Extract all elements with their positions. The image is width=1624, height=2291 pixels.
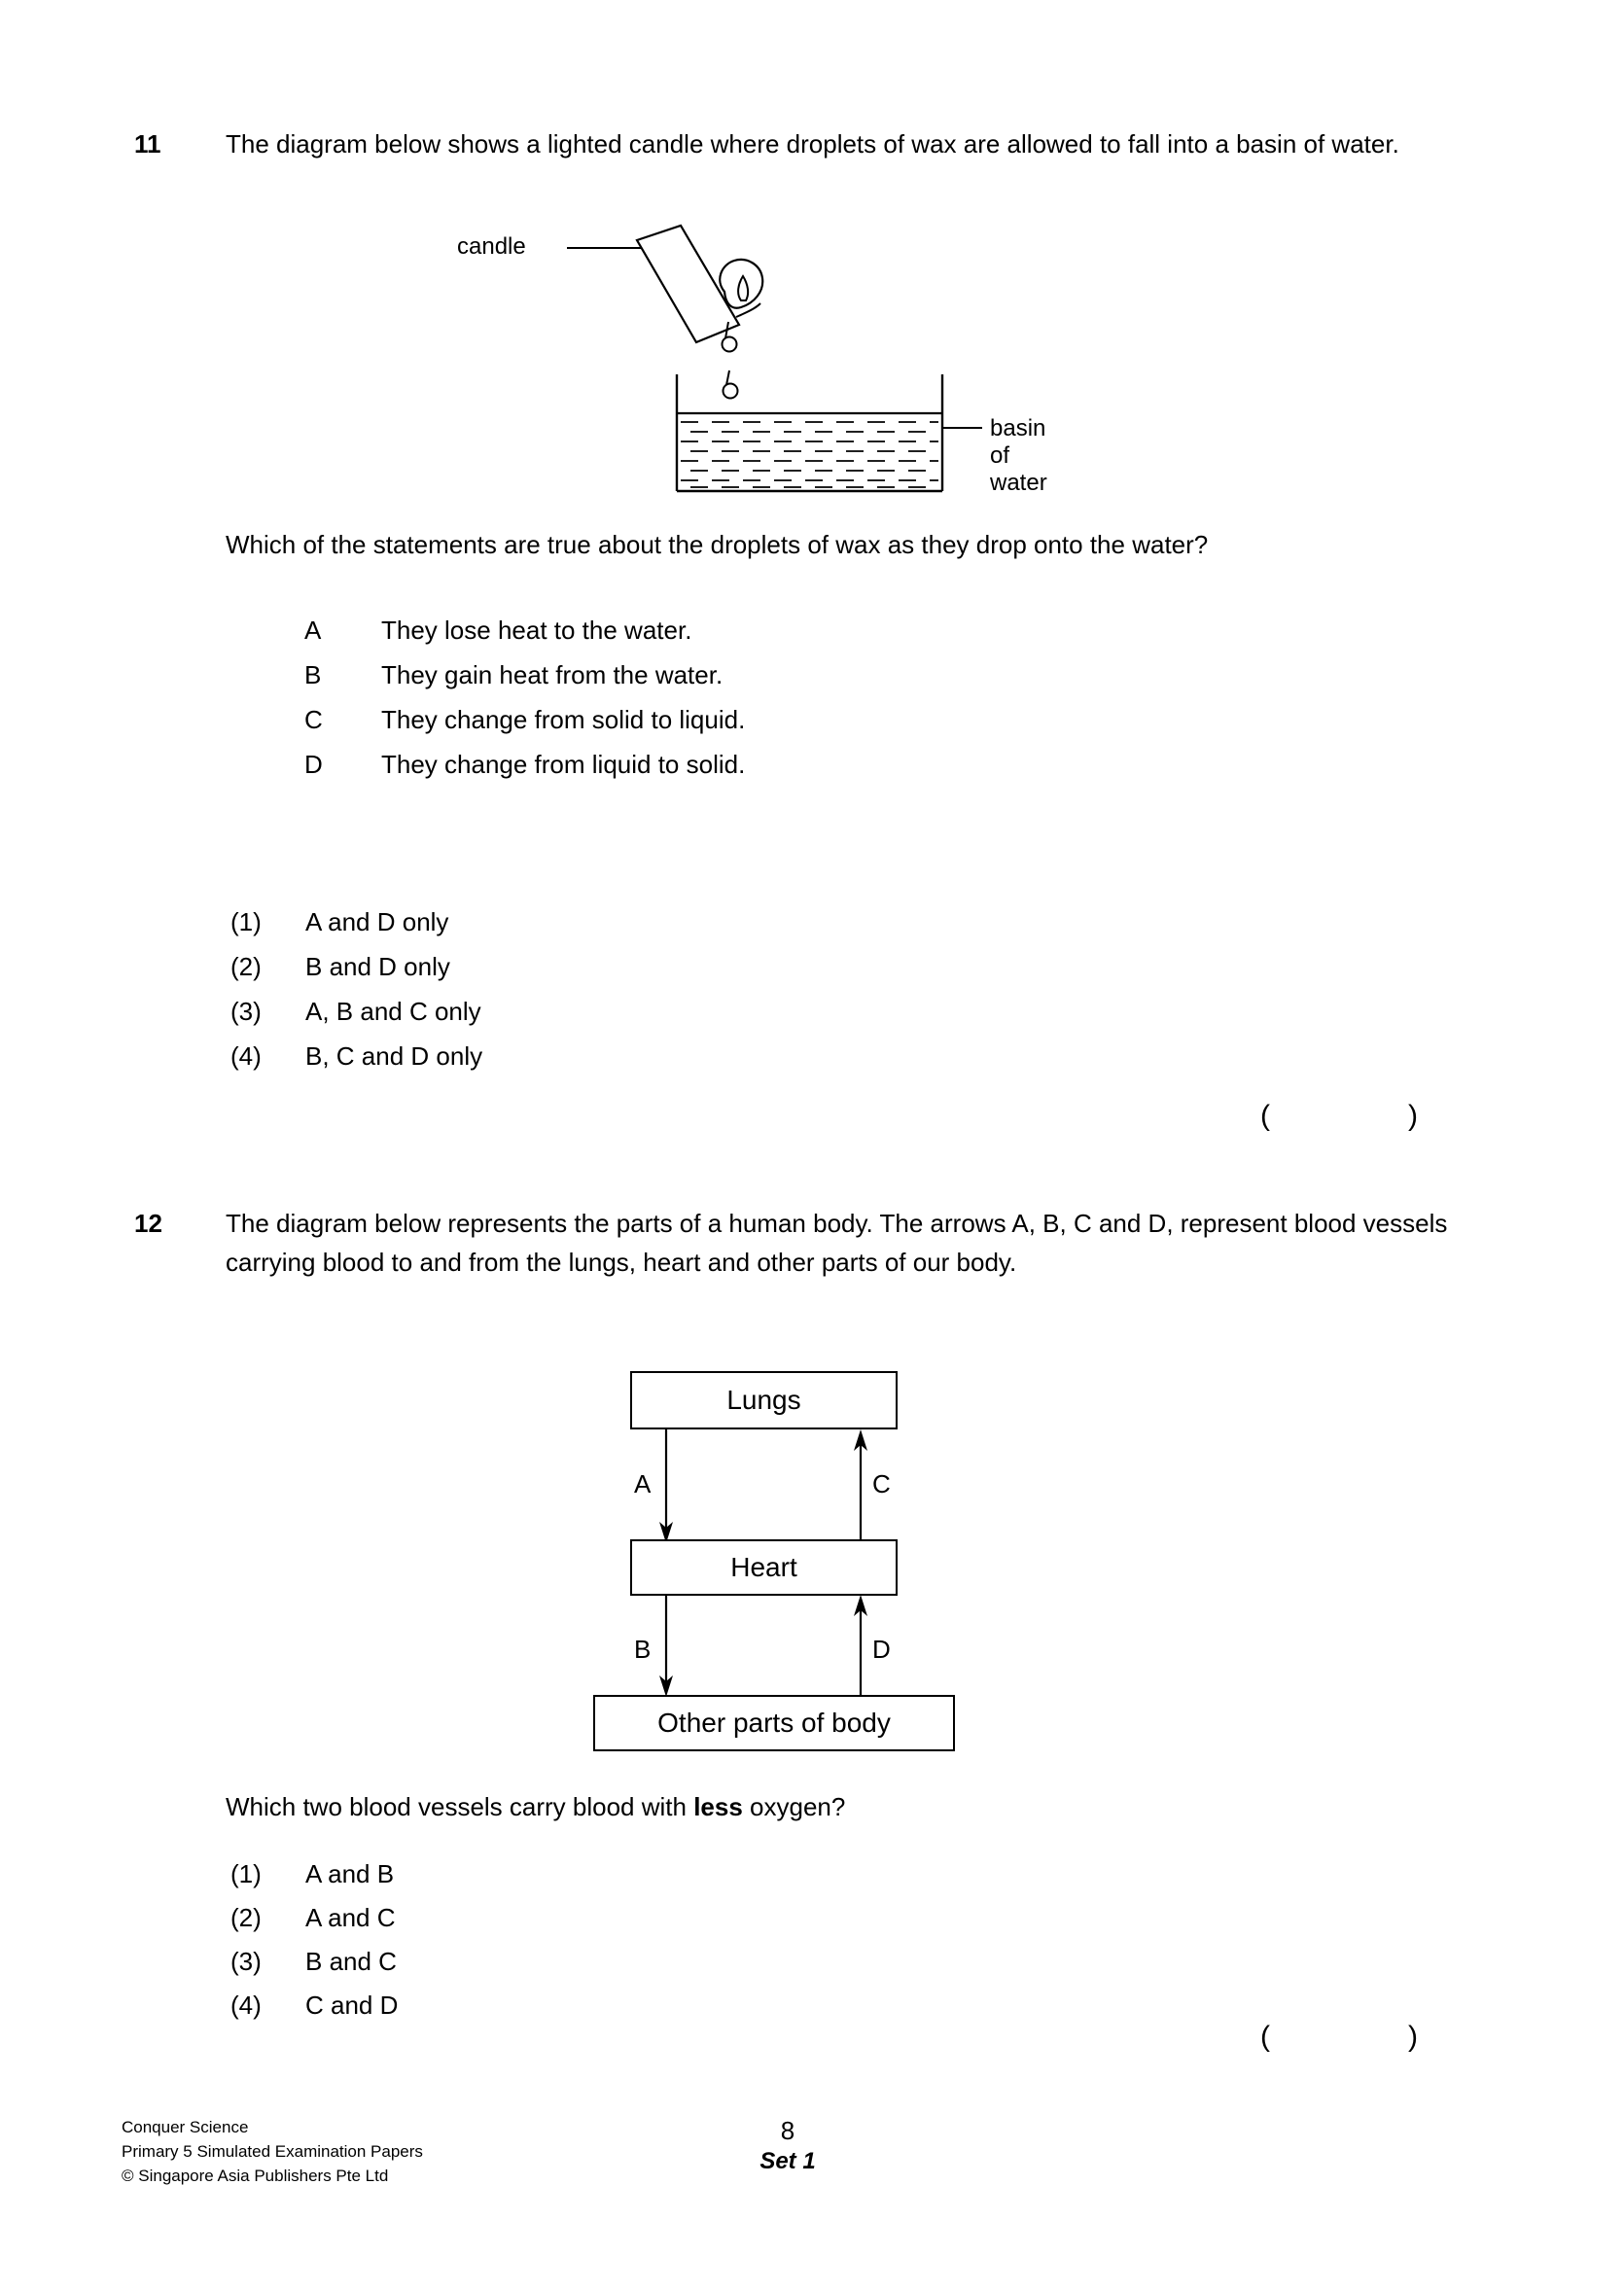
q12-answer-bracket-close: )	[1408, 2021, 1418, 2053]
statement-d	[304, 742, 1374, 787]
statement-c	[304, 697, 1374, 742]
flow-box-lungs-label: Lungs	[726, 1385, 801, 1415]
option-4-text: B, C and D only	[305, 1041, 483, 1071]
question-12-stem-row	[134, 1204, 1496, 1282]
flow-box-other-parts-label: Other parts of body	[657, 1708, 891, 1738]
question-12-answer-bracket[interactable]	[1260, 2023, 1435, 2062]
statement-c-letter: C	[304, 705, 323, 734]
question-12-prompt-row	[134, 1787, 1496, 1826]
q12-option-2-number: (2)	[230, 1903, 262, 1932]
basin-of-water-label: basin of water	[990, 415, 1047, 496]
q12-option-2-text: A and C	[305, 1903, 396, 1932]
statement-b-text: They gain heat from the water.	[381, 660, 724, 689]
question-12-number: 12	[134, 1209, 162, 1238]
statement-a	[304, 608, 1374, 652]
option-4-number: (4)	[230, 1041, 262, 1071]
statement-d-text: They change from liquid to solid.	[381, 750, 746, 779]
footer-page-info	[700, 2115, 875, 2177]
q12-option-2[interactable]	[230, 1896, 1300, 1940]
q12-option-1-number: (1)	[230, 1859, 262, 1888]
question-12-prompt-before: Which two blood vessels carry blood with	[226, 1792, 694, 1821]
option-2[interactable]	[230, 944, 1300, 989]
option-2-number: (2)	[230, 952, 262, 981]
question-12-stem: The diagram below represents the parts of a human body. The arrows A, B, C and D, represent blood vessels carrying blood to and from the lungs, heart and other parts of our body.	[226, 1209, 1448, 1277]
question-11-stem: The diagram below shows a lighted candle where droplets of wax are allowed to fall into a basin of water.	[226, 129, 1399, 159]
option-1-text: A and D only	[305, 907, 449, 936]
flow-box-other-parts-of-body	[593, 1695, 955, 1751]
question-11-answer-bracket[interactable]	[1260, 1102, 1435, 1141]
question-12	[134, 1204, 1496, 1282]
page-number: 8	[780, 2116, 795, 2145]
question-11-prompt-row	[134, 525, 1496, 564]
arrow-label-c: C	[872, 1469, 891, 1498]
arrow-label-a: A	[634, 1469, 652, 1498]
question-12-options	[230, 1852, 1300, 2027]
blood-circulation-flow-figure	[583, 1357, 992, 1765]
option-3-number: (3)	[230, 997, 262, 1026]
set-label: Set 1	[759, 2148, 816, 2174]
footer-line-copyright: © Singapore Asia Publishers Pte Ltd	[122, 2167, 389, 2185]
q12-option-3[interactable]	[230, 1940, 1300, 1984]
statement-d-letter: D	[304, 750, 323, 779]
statement-a-text: They lose heat to the water.	[381, 616, 692, 645]
q12-option-4-number: (4)	[230, 1991, 262, 2020]
answer-bracket-close: )	[1408, 1100, 1418, 1132]
arrow-label-b: B	[634, 1635, 652, 1664]
q12-option-4[interactable]	[230, 1984, 1300, 2027]
option-3[interactable]	[230, 989, 1300, 1034]
flow-box-heart	[630, 1539, 898, 1596]
candle-label: candle	[457, 233, 526, 260]
arrow-label-d: D	[872, 1635, 891, 1664]
q12-option-3-text: B and C	[305, 1947, 397, 1976]
answer-bracket-open: (	[1260, 1100, 1270, 1132]
flow-box-heart-label: Heart	[730, 1552, 797, 1582]
q12-option-4-text: C and D	[305, 1991, 399, 2020]
question-11-options	[230, 899, 1300, 1078]
option-1[interactable]	[230, 899, 1300, 944]
question-11-prompt: Which of the statements are true about the droplets of wax as they drop onto the water?	[226, 530, 1209, 559]
q12-option-3-number: (3)	[230, 1947, 262, 1976]
question-12-prompt-emphasis: less	[693, 1792, 743, 1821]
option-4[interactable]	[230, 1034, 1300, 1078]
q12-answer-bracket-open: (	[1260, 2021, 1270, 2053]
statement-b-letter: B	[304, 660, 322, 689]
q12-option-1-text: A and B	[305, 1859, 395, 1888]
question-11-statements	[304, 608, 1374, 787]
statement-b	[304, 652, 1374, 697]
question-11-number: 11	[134, 129, 161, 159]
option-2-text: B and D only	[305, 952, 450, 981]
statement-c-text: They change from solid to liquid.	[381, 705, 746, 734]
footer-line-subtitle: Primary 5 Simulated Examination Papers	[122, 2142, 423, 2161]
q12-option-1[interactable]	[230, 1852, 1300, 1896]
footer-credits	[122, 2115, 423, 2188]
statement-a-letter: A	[304, 616, 322, 645]
option-3-text: A, B and C only	[305, 997, 481, 1026]
question-12-prompt	[226, 1787, 1496, 1826]
footer-line-title: Conquer Science	[122, 2118, 249, 2136]
option-1-number: (1)	[230, 907, 262, 936]
flow-box-lungs	[630, 1371, 898, 1429]
question-12-prompt-after: oxygen?	[742, 1792, 846, 1821]
